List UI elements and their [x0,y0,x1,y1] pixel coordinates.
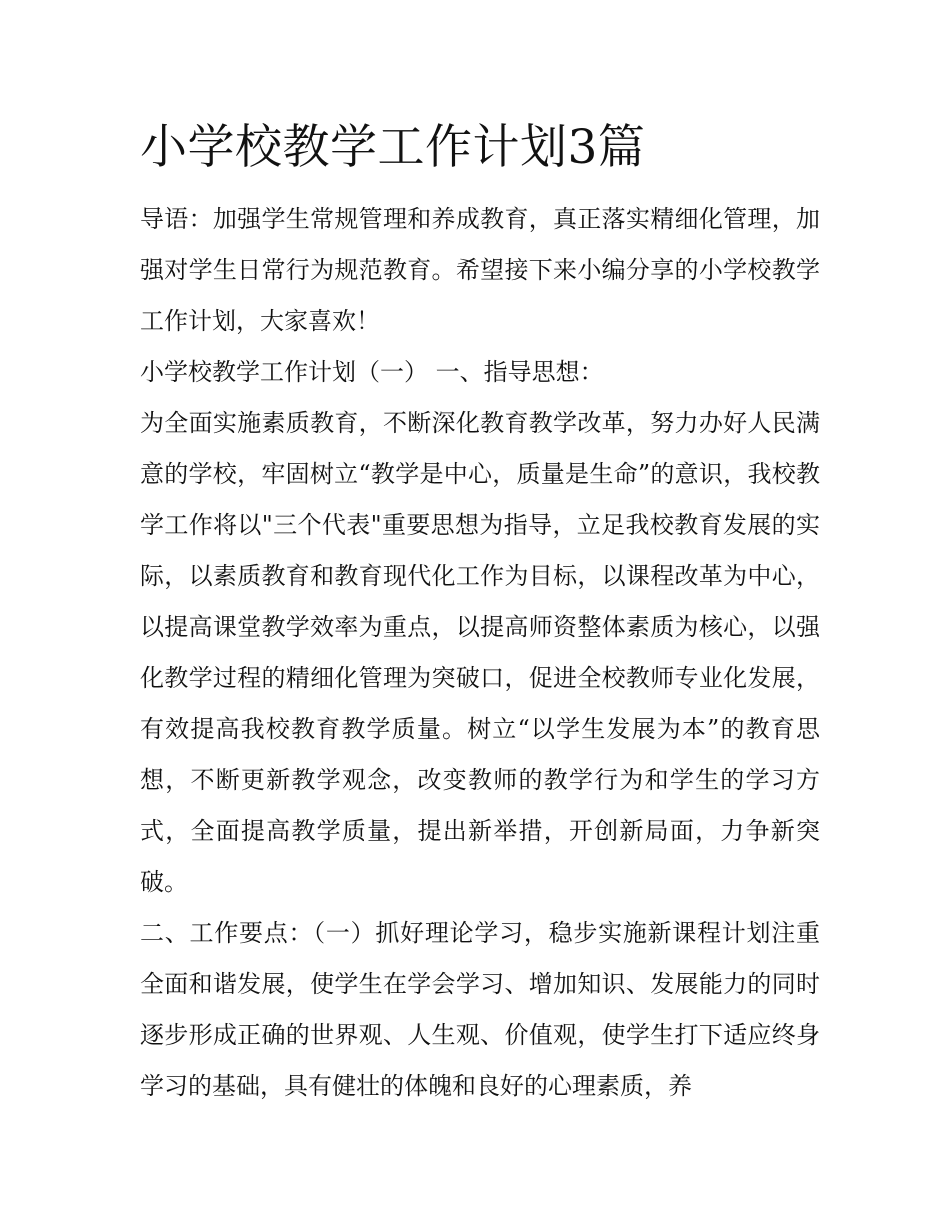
section-heading-guiding-ideology: 小学校教学工作计划（一） 一、指导思想： [140,358,604,386]
intro-paragraph: 导语：加强学生常规管理和养成教育，真正落实精细化管理，加强对学生日常行为规范教育。希望接下来小编分享的小学校教学工作计划，大家喜欢！ [140,205,820,335]
document-body [140,112,820,1112]
work-points-paragraph: 二、工作要点：（一）抓好理论学习，稳步实施新课程计划注重全面和谐发展，使学生在学会学习、增加知识、发展能力的同时逐步形成正确的世界观、人生观、价值观，使学生打下适应终身学习的基础，具有健壮的体魄和良好的心理素质，养 [140,919,820,1100]
guiding-ideology-paragraph: 为全面实施素质教育，不断深化教育教学改革，努力办好人民满意的学校，牢固树立“教学是中心，质量是生命”的意识，我校教学工作将以"三个代表"重要思想为指导，立足我校教育发展的实际，以素质教育和教育现代化工作为目标，以课程改革为中心，以提高课堂教学效率为重点，以提高师资整体素质为核心，以强化教学过程的精细化管理为突破口，促进全校教师专业化发展，有效提高我校教育教学质量。树立“以学生发展为本”的教育思想，不断更新教学观念，改变教师的教学行为和学生的学习方式，全面提高教学质量，提出新举措，开创新局面，力争新突破。 [140,409,820,896]
document-title: 小学校教学工作计划3篇 [140,120,646,175]
